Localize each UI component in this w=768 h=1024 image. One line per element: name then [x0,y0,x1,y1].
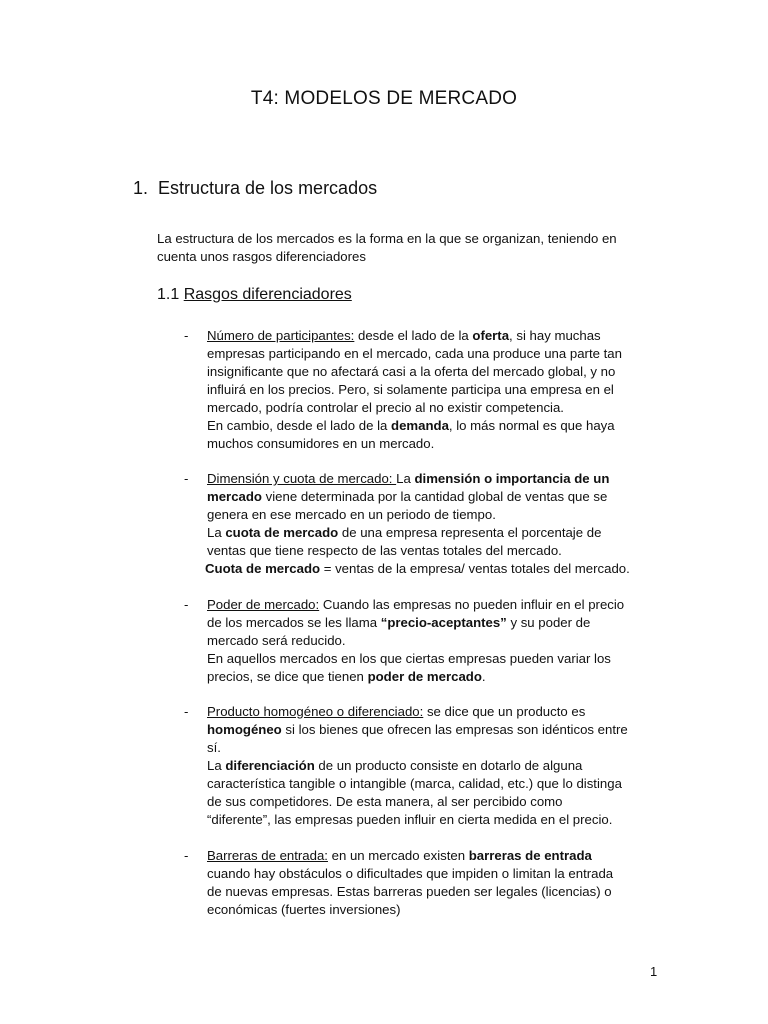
text-line [205,560,657,578]
text-run: influirá en los precios. Pero, si solamente participa una empresa en el [207,382,614,397]
list-item-body [207,470,657,578]
bold-term: cuota de mercado [225,525,339,540]
text-run: de nuevas empresas. Estas barreras pueden ser legales (licencias) o [207,884,612,899]
text-line [207,488,657,506]
text-run: insignificante que no afectará casi a la oferta del mercado global, y no [207,364,616,379]
bold-term: “precio-aceptantes” [380,615,507,630]
text-run: viene determinada por la cantidad global de ventas que se [261,489,608,504]
page-number: 1 [650,964,658,979]
text-run: “diferente”, las empresas pueden influir en cierta medida en el precio. [207,812,613,827]
text-line [207,614,657,632]
text-run: , si hay muchas [509,328,601,343]
text-line [207,865,657,883]
underlined-term: Número de participantes: [207,328,355,343]
text-run: desde el lado de la [354,328,473,343]
underlined-term: Poder de mercado: [207,597,320,612]
bullet-dash: - [184,328,189,343]
text-run: mercado, podría controlar el precio al no existir competencia. [207,400,564,415]
text-run: = ventas de la empresa/ ventas totales del mercado. [320,561,630,576]
text-line [207,775,657,793]
text-line [207,363,657,381]
bold-term: poder de mercado [367,669,482,684]
text-run: . [481,669,486,684]
text-line [207,883,657,901]
subsection-heading [157,286,352,304]
text-line [207,345,657,363]
text-line [207,793,657,811]
text-line [207,542,657,560]
text-line [207,327,657,345]
section-heading [133,178,377,199]
text-line [207,901,657,919]
bullet-dash: - [184,704,189,719]
text-run: genera en ese mercado en un periodo de tiempo. [207,507,496,522]
intro-line: La estructura de los mercados es la forma en la que se organizan, teniendo en [157,231,617,246]
section-number: 1. [133,178,149,198]
text-run: de sus competidores. De esta manera, al ser percibido como [207,794,563,809]
subsection-title: Rasgos diferenciadores [183,286,352,303]
text-line [207,524,657,542]
intro-line: cuenta unos rasgos diferenciadores [157,249,366,264]
text-line [207,847,657,865]
underlined-term: Producto homogéneo o diferenciado: [207,704,424,719]
text-line [207,757,657,775]
text-run: característica tangible o intangible (marca, calidad, etc.) que lo distinga [207,776,622,791]
bullet-dash: - [184,597,189,612]
text-run: y su poder de [506,615,591,630]
list-item-body [207,847,657,919]
text-run: La [396,471,415,486]
text-line [207,632,657,650]
text-run: ventas que tiene respecto de las ventas totales del mercado. [207,543,562,558]
text-line [207,650,657,668]
text-run: si los bienes que ofrecen las empresas son idénticos entre [281,722,628,737]
text-run: de una empresa representa el porcentaje de [338,525,602,540]
text-line [207,417,657,435]
underlined-term: Barreras de entrada: [207,848,328,863]
text-run: La [207,758,226,773]
bold-term: oferta [472,328,510,343]
text-line [207,399,657,417]
bold-term: demanda [391,418,449,433]
bold-term: dimensión o importancia de un [414,471,610,486]
text-line [207,435,657,453]
text-line [207,703,657,721]
text-run: en un mercado existen [327,848,469,863]
text-run: empresas participando en el mercado, cada una produce una parte tan [207,346,622,361]
text-line [207,668,657,686]
text-line [207,470,657,488]
subsection-number: 1.1 [157,286,180,303]
list-item-body [207,703,657,829]
document-title: T4: MODELOS DE MERCADO [250,88,518,109]
underlined-term: Dimensión y cuota de mercado: [207,471,397,486]
text-run: de los mercados se les llama [207,615,381,630]
text-line [207,381,657,399]
section-title: Estructura de los mercados [158,178,378,198]
text-run: económicas (fuertes inversiones) [207,902,401,917]
text-run: La [207,525,226,540]
bullet-dash: - [184,471,189,486]
list-item-body [207,327,657,453]
text-line [207,596,657,614]
text-run: Cuando las empresas no pueden influir en el precio [319,597,625,612]
bold-term: barreras de entrada [468,848,592,863]
text-run: se dice que un producto es [423,704,586,719]
text-line [207,721,657,739]
text-line [207,811,657,829]
text-line [207,739,657,757]
text-run: cuando hay obstáculos o dificultades que impiden o limitan la entrada [207,866,614,881]
text-run: En aquellos mercados en los que ciertas empresas pueden variar los [207,651,611,666]
text-run: , lo más normal es que haya [448,418,615,433]
text-run: En cambio, desde el lado de la [207,418,392,433]
bold-term: mercado [207,489,262,504]
intro-paragraph [157,230,657,266]
bullet-dash: - [184,848,189,863]
text-run: mercado será reducido. [207,633,346,648]
list-item-body [207,596,657,686]
text-run: muchos consumidores en un mercado. [207,436,435,451]
bold-term: homogéneo [207,722,282,737]
text-run: sí. [207,740,221,755]
text-run: de un producto consiste en dotarlo de alguna [314,758,583,773]
bold-term: diferenciación [225,758,315,773]
text-run: precios, se dice que tienen [207,669,368,684]
bold-term: Cuota de mercado [205,561,321,576]
text-line [207,506,657,524]
